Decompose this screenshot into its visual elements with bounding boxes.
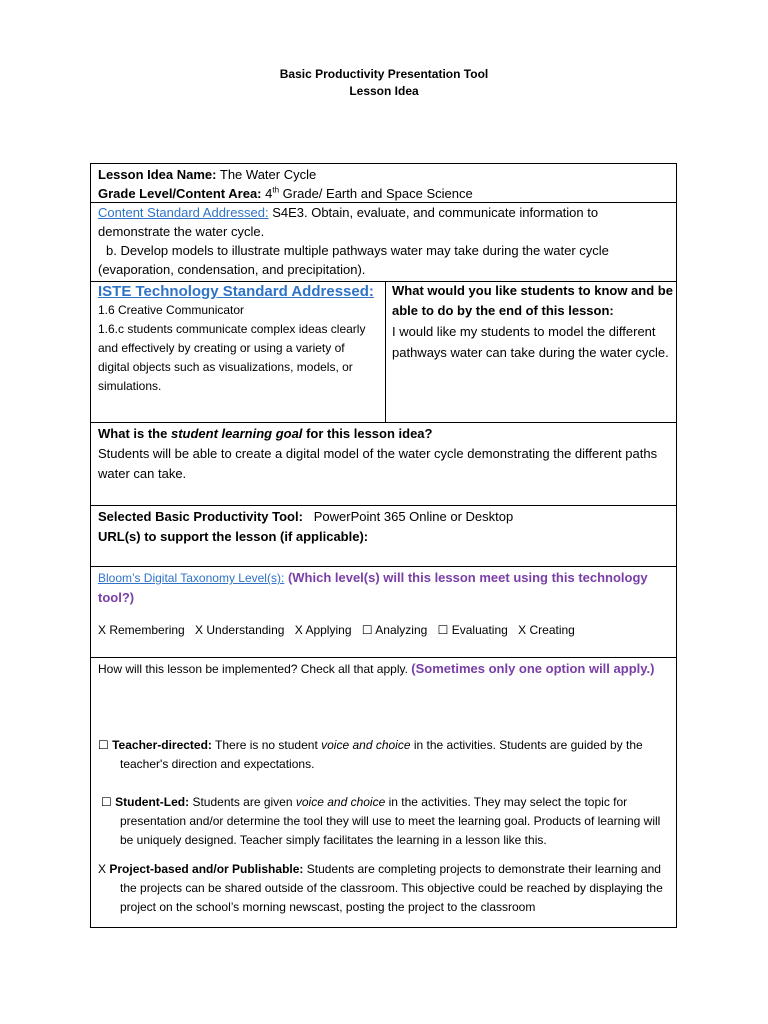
goal-q-prefix: What is the [98,426,168,441]
goal-q-suffix: for this lesson idea? [306,426,433,441]
iste-line2: 1.6.c students communicate complex ideas clearly and effectively by creating or using a variety of digital objects such as visualizations, models, or simulations. [98,322,366,393]
blooms-option-understanding[interactable]: X Understanding [195,623,285,637]
student-text1: Students are given [192,795,293,809]
iste-line1: 1.6 Creative Communicator [98,303,245,317]
know-question: What would you like students to know and be able to do by the end of this lesson: [392,283,673,318]
doc-title: Basic Productivity Presentation Tool [279,67,489,81]
tool-block [98,507,673,547]
student-label: Student-Led: [115,795,190,809]
goal-answer: Students will be able to create a digital model of the water cycle demonstrating the different paths water can take. [98,446,658,481]
option-student-led [101,793,670,850]
goal-block [98,424,673,484]
lesson-table [90,163,677,928]
teacher-label: Teacher-directed: [112,738,212,752]
lesson-name-value: The Water Cycle [219,167,317,182]
blooms-option-applying[interactable]: X Applying [294,623,352,637]
grade-rest: Grade/ Earth and Space Science [282,186,473,201]
grade-num: 4 [265,186,273,201]
blooms-option-creating[interactable]: X Creating [518,623,575,637]
content-standard-text: S4E3. Obtain, evaluate, and communicate information to demonstrate the water cycle. [98,205,599,239]
divider [91,566,676,567]
student-checkbox[interactable]: ☐ [101,795,112,809]
content-standard-sub: b. Develop models to illustrate multiple pathways water may take during the water cycle (evaporation, condensation, and precipitation). [98,243,609,277]
lesson-name-label: Lesson Idea Name: [98,167,217,182]
divider [91,657,676,658]
blooms-question: (Which level(s) will this lesson meet using this technology tool?) [98,570,648,605]
url-label: URL(s) to support the lesson (if applicable): [98,529,369,544]
divider [91,422,676,423]
know-block [392,281,674,363]
teacher-text2: in the activities. Students are guided by the teacher's direction and expectations. [120,738,643,771]
project-checkbox[interactable]: X [98,862,107,876]
know-answer: I would like my students to model the different pathways water can take during the water cycle. [392,324,669,360]
blooms-option-remembering[interactable]: X Remembering [98,623,185,637]
implement-question-text: How will this lesson be implemented? Check all that apply. [98,662,408,676]
tool-label: Selected Basic Productivity Tool: [98,509,303,524]
implement-question [98,659,670,679]
implement-note: (Sometimes only one option will apply.) [411,661,655,676]
teacher-text1: There is no student [215,738,318,752]
blooms-block [98,568,670,608]
doc-subtitle: Lesson Idea [349,84,419,98]
lesson-info [98,165,668,203]
grade-sup: th [272,185,280,195]
blooms-label[interactable]: Bloom’s Digital Taxonomy Level(s): [98,571,285,585]
blooms-options [98,621,673,640]
content-standard [98,203,668,279]
tool-value: PowerPoint 365 Online or Desktop [313,509,514,524]
content-standard-label[interactable]: Content Standard Addressed: [98,205,269,220]
student-italic: voice and choice [295,795,386,809]
grade-label: Grade Level/Content Area: [98,186,262,201]
student-text2: in the activities. They may select the topic for presentation and/or determine the tool they will use to meet the learning goal. Products of learning will be uniquely designed. Teacher simply facilitates the learning in a lesson like this. [120,795,661,847]
column-divider [385,281,386,422]
goal-q-italic: student learning goal [170,426,303,441]
project-text: Students are completing projects to demonstrate their learning and the projects can be shared outside of the classroom. This objective could be reached by displaying the project on the school’s morning newscast, posting the project to the classroom [120,862,663,914]
project-label: Project-based and/or Publishable: [109,862,304,876]
divider [91,505,676,506]
option-project-based [98,860,670,917]
teacher-checkbox[interactable]: ☐ [98,738,109,752]
blooms-option-evaluating[interactable]: ☐ Evaluating [437,623,508,637]
iste-label[interactable]: ISTE Technology Standard Addressed: [98,283,374,300]
blooms-option-analyzing[interactable]: ☐ Analyzing [361,623,428,637]
option-teacher-directed [98,736,670,774]
teacher-italic: voice and choice [321,738,411,752]
iste-standard [98,282,378,396]
